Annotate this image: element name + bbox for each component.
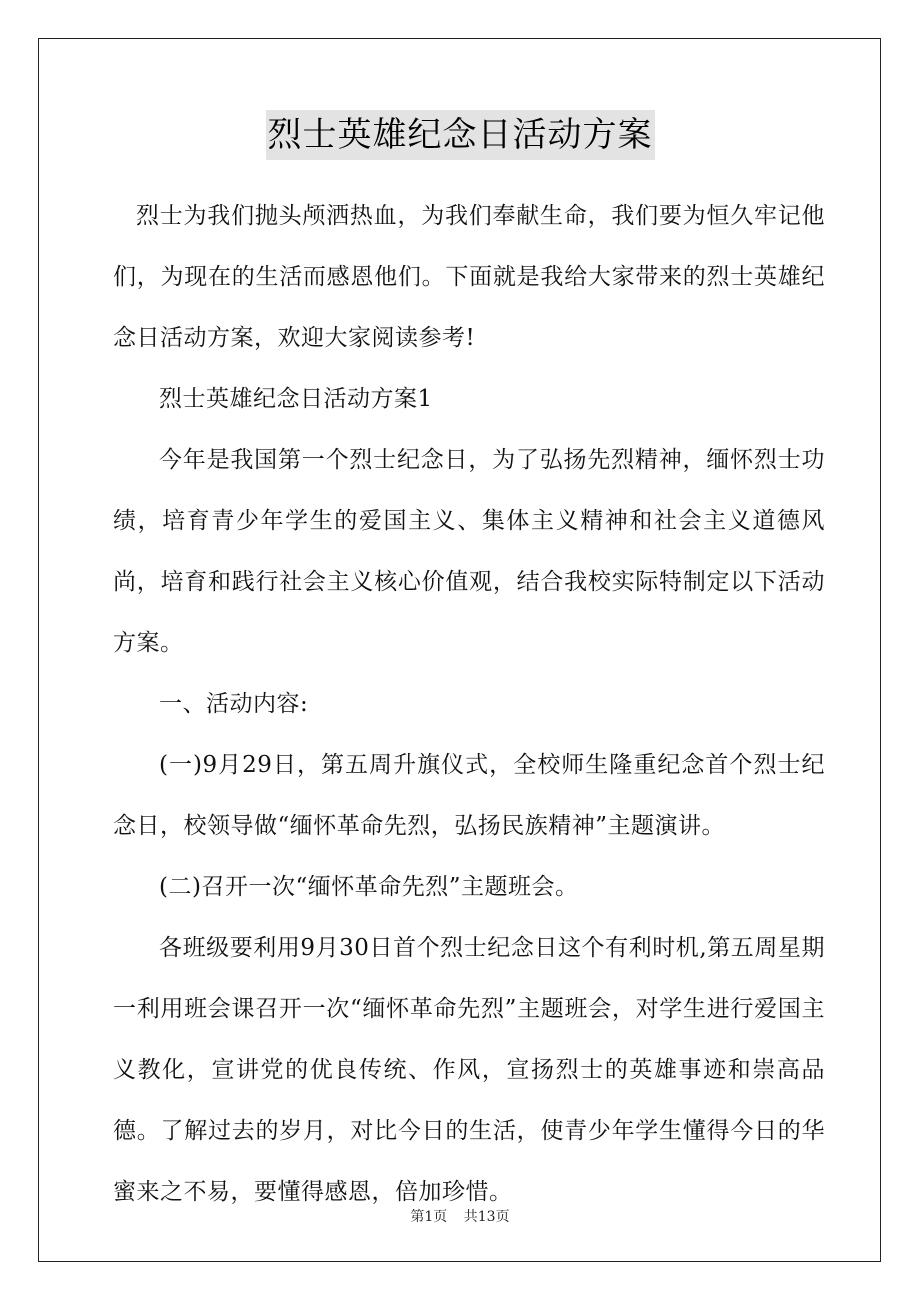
- paragraph: 今年是我国第一个烈士纪念日，为了弘扬先烈精神，缅怀烈士功绩，培育青少年学生的爱国主义、集体主义精神和社会主义道德风尚，培育和践行社会主义核心价值观，结合我校实际特制定以下活动方案。: [113, 447, 825, 656]
- paragraph: 各班级要利用9月30日首个烈士纪念日这个有利时机,第五周星期一利用班会课召开一次“缅怀革命先烈”主题班会，对学生进行爱国主义教化，宣讲党的优良传统、作风，宣扬烈士的英雄事迹和崇高品德。了解过去的岁月，对比今日的生活，使青少年学生懂得今日的华蜜来之不易，要懂得感恩，倍加珍惜。: [113, 935, 825, 1205]
- paragraph: (一)9月29日，第五周升旗仪式，全校师生隆重纪念首个烈士纪念日，校领导做“缅怀革命先烈，弘扬民族精神”主题演讲。: [113, 752, 825, 839]
- page-total: 共13页: [463, 1209, 510, 1225]
- list-heading: 一、活动内容:: [159, 691, 309, 717]
- paragraph: (二)召开一次“缅怀革命先烈”主题班会。: [159, 874, 579, 900]
- page-number: 第1页: [410, 1209, 448, 1225]
- document-body: [113, 186, 825, 1223]
- paragraph-intro: 烈士为我们抛头颅洒热血，为我们奉献生命，我们要为恒久牢记他们，为现在的生活而感恩他们。下面就是我给大家带来的烈士英雄纪念日活动方案，欢迎大家阅读参考!: [113, 203, 825, 351]
- page-footer: [0, 1206, 920, 1226]
- title-container: [0, 110, 920, 160]
- section-heading: 烈士英雄纪念日活动方案1: [159, 386, 433, 412]
- document-title: 烈士英雄纪念日活动方案: [266, 110, 655, 160]
